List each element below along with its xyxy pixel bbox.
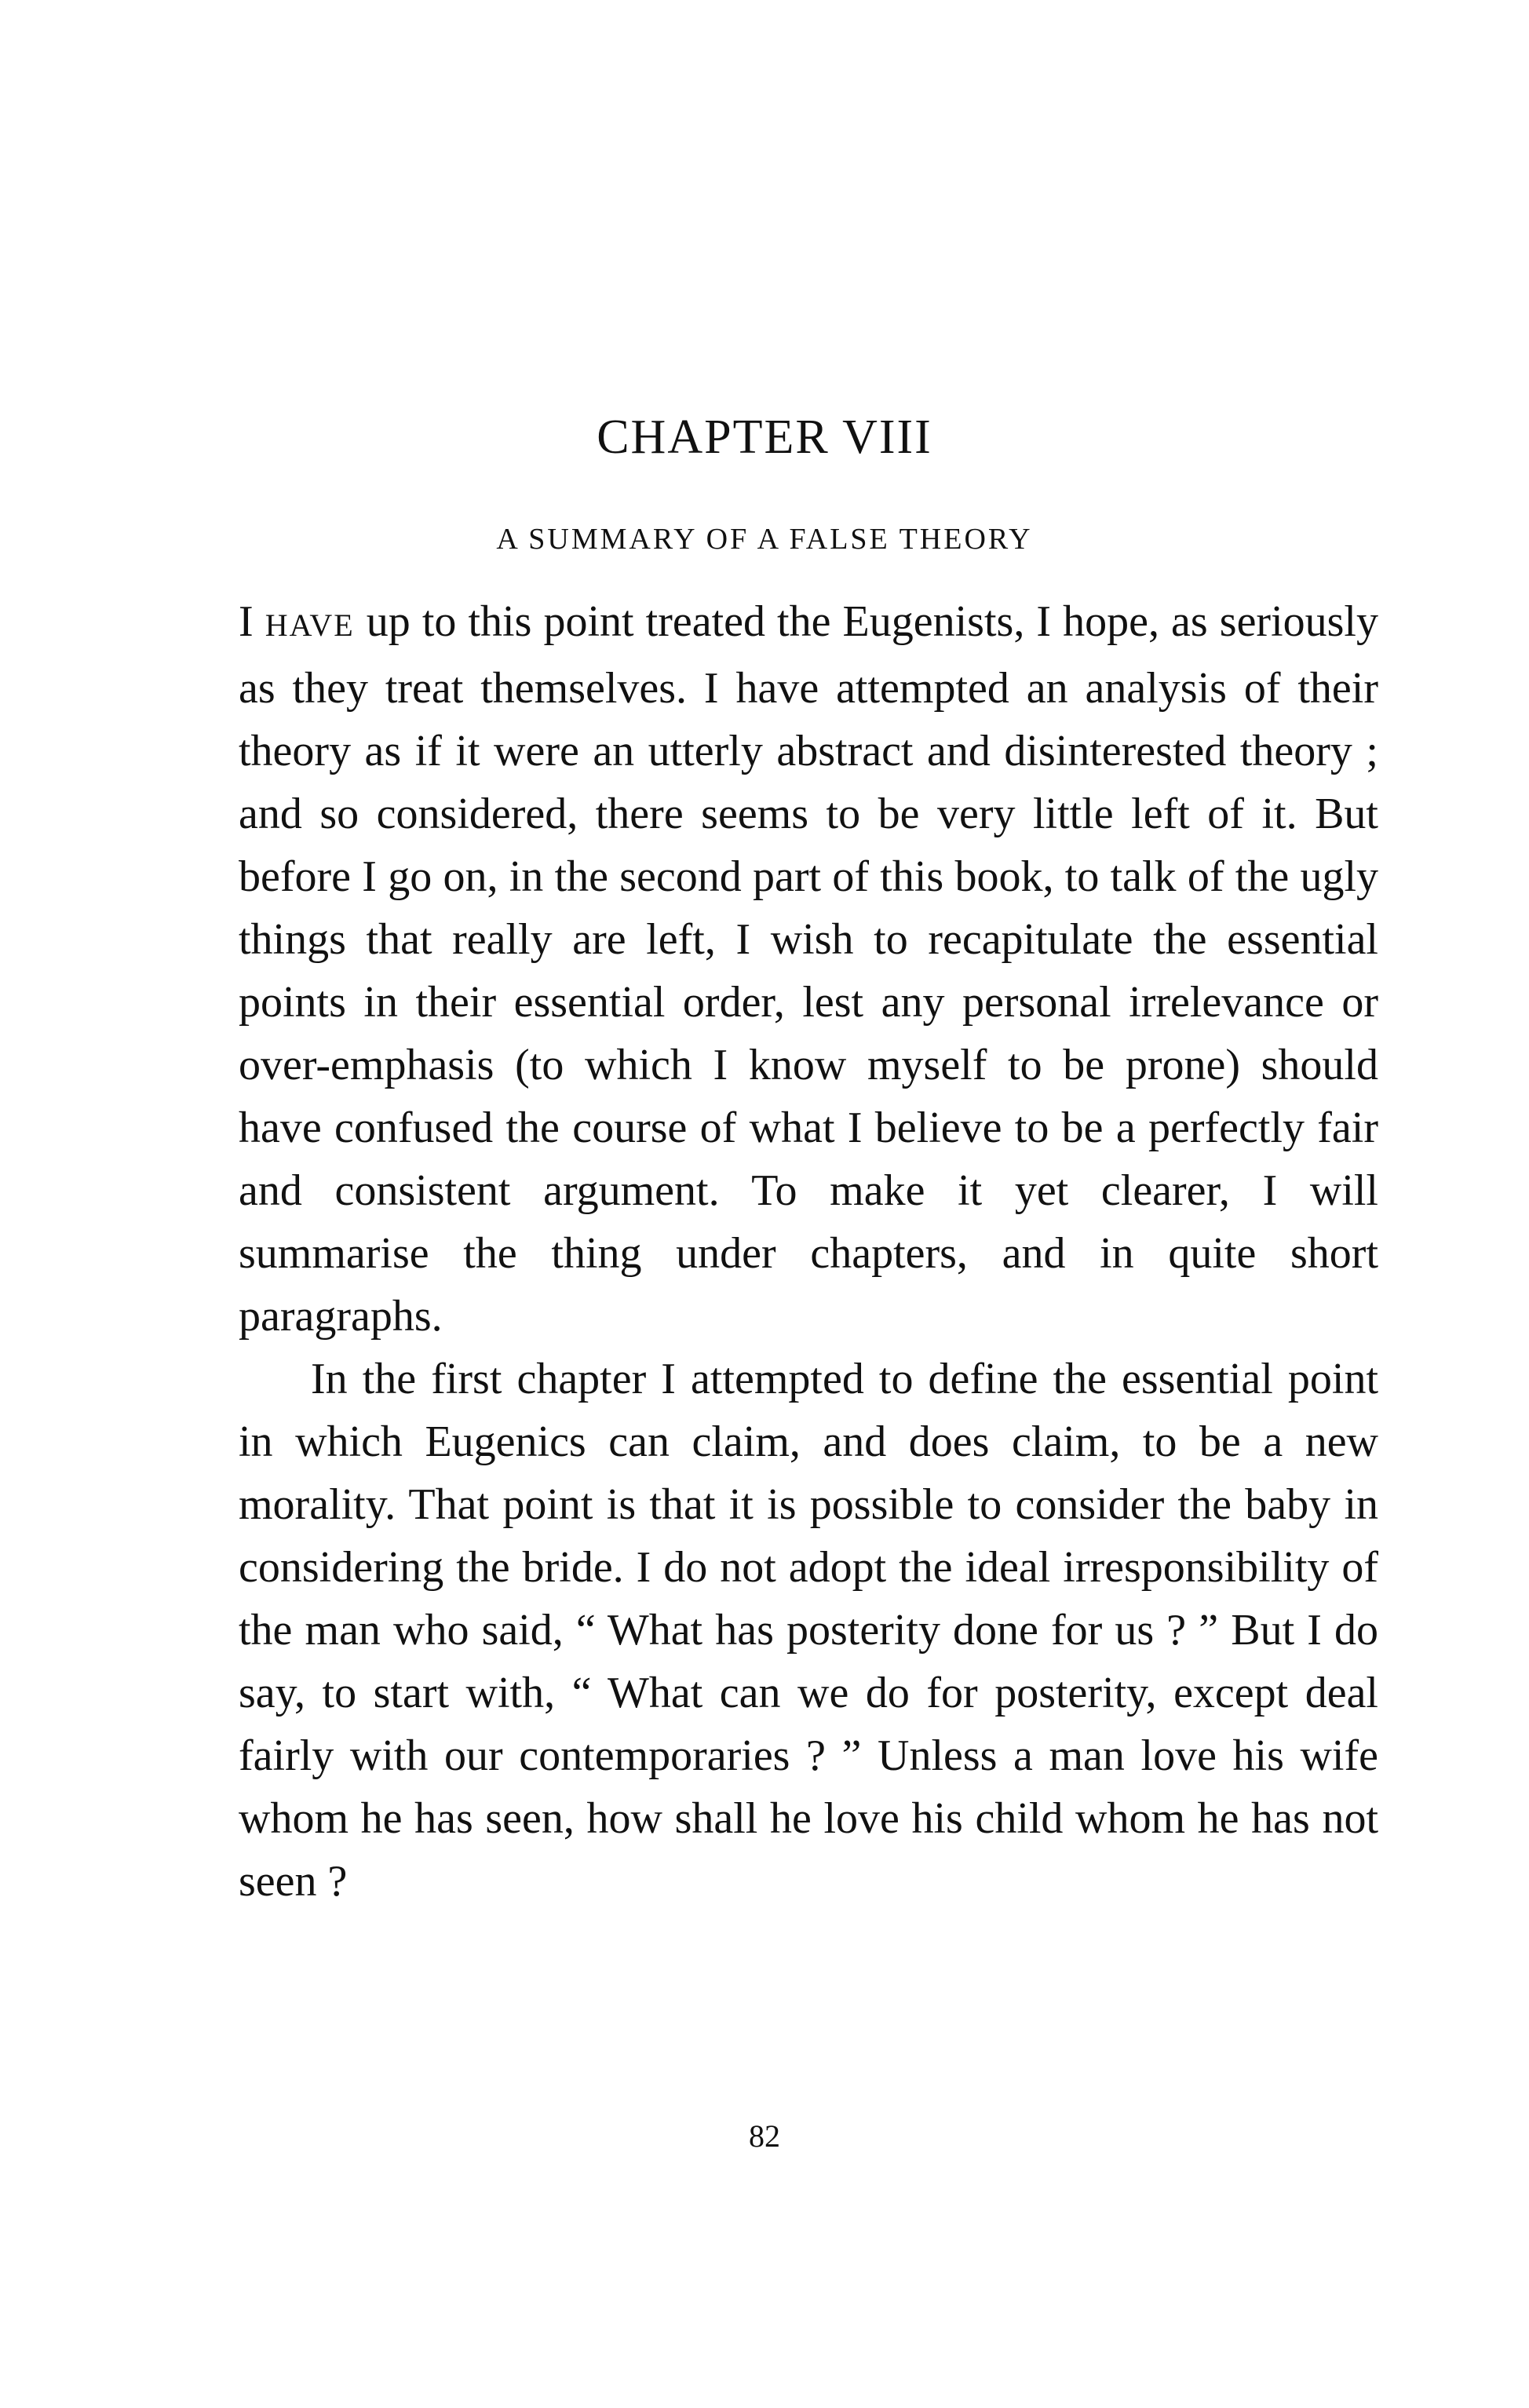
paragraph-1-text: up to this point treated the Eugenists, I hope, as seriously as they treat themselves. I have attempted an analysis of their theory as if it were an utterly abstract and disinterested theory ; and so considered, there seems to be very little left of it. But before I go on, in the second part of this book, to talk of the ugly things that really are left, I wish to recapitulate the essential points in their essential order, lest any personal irrelevance or over-emphasis (to which I know myself to be prone) should have confused the course of what I believe to be a perfectly fair and consistent argument. To make it yet clearer, I will summarise the thing under chapters, and in quite short paragraphs.: [239, 597, 1378, 1341]
opening-smallcaps: HAVE: [265, 607, 355, 643]
paragraph-2: In the first chapter I attempted to define the essential point in which Eugenics can claim, and does claim, to be a new morality. That point is that it is possible to consider the baby in considering the bride. I do not adopt the ideal irresponsibility of the man who said, “ What has posterity done for us ? ” But I do say, to start with, “ What can we do for posterity, except deal fairly with our contemporaries ? ” Unless a man love his wife whom he has seen, how shall he love his child whom he has not seen ?: [239, 1355, 1378, 1906]
chapter-subtitle: A SUMMARY OF A FALSE THEORY: [496, 523, 1033, 556]
page-number: 82: [749, 2118, 780, 2154]
paragraph-1: [239, 590, 1378, 1348]
opening-word: I: [239, 597, 254, 646]
chapter-title: CHAPTER VIII: [597, 410, 932, 464]
chapter-body: [239, 590, 1378, 1913]
